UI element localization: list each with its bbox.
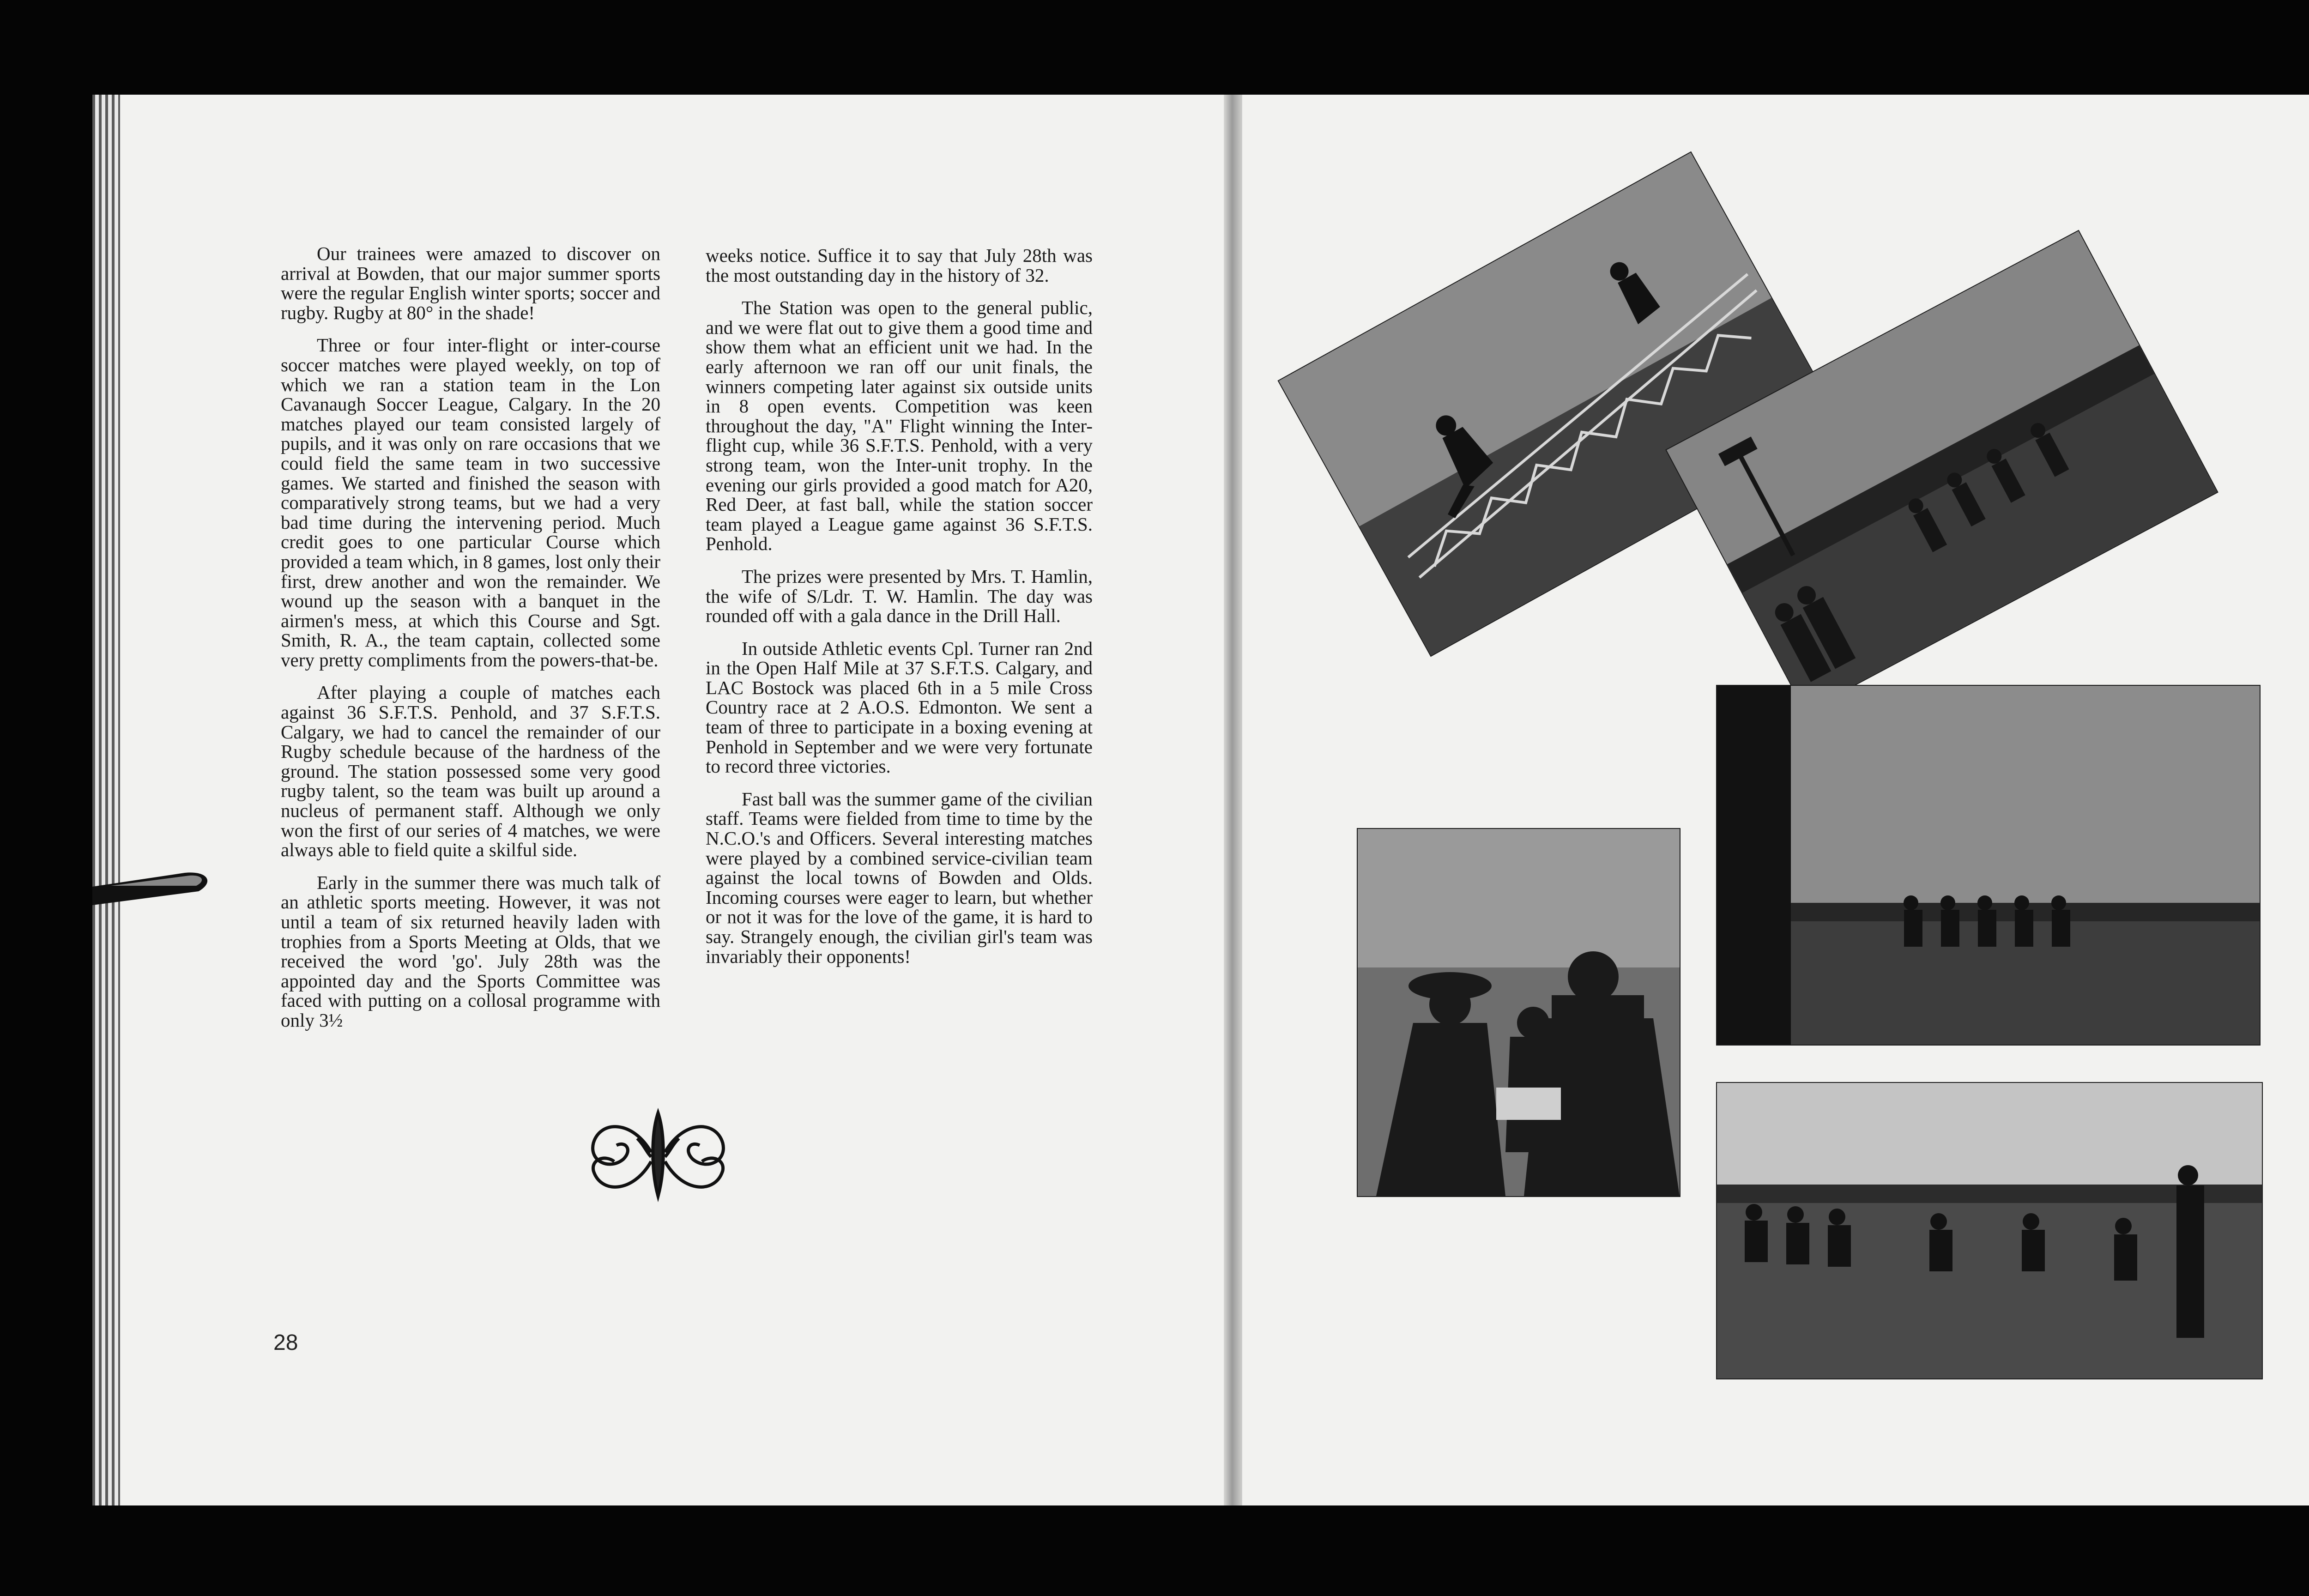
paragraph: After playing a couple of matches each against 36 S.F.T.S. Penhold, and 37 S.F.T.S. Calgary, we had to cancel the remainder of our Rugby schedule because of the hardness of the ground. The station possessed some very good rugby talent, so the team was built up around a nucleus of permanent staff. Although we only won the first of our series of 4 matches, we were always able to field quite a skilful side.: [281, 682, 660, 861]
paragraph: In outside Athletic events Cpl. Turner ran 2nd in the Open Half Mile at 37 S.F.T.S. Calgary, and LAC Bostock was placed 6th in a 5 mile Cross Country race at 2 A.O.S. Edmonton. We sent a team of three to participate in a boxing evening at Penhold in September and we were very fortunate to record three victories.: [706, 637, 1093, 777]
paragraph: Our trainees were amazed to discover on arrival at Bowden, that our major summer sports were the regular English winter sports; soccer and rugby. Rugby at 80° in the shade!: [281, 243, 660, 323]
paragraph: The Station was open to the general public, and we were flat out to give them a good time and show them what an efficient unit we had. In the early afternoon we ran off our unit finals, the winners competing later against six outside units in 8 open events. Competition was keen throughout the day, "A" Flight winning the Inter-flight cup, while 36 S.F.T.S. Penhold, with a very strong team, won the Inter-unit trophy. In the evening our girls provided a good match for A20, Red Deer, at fast ball, while the station soccer team played a League game against 36 S.F.T.S. Penhold.: [706, 297, 1093, 555]
page-edge-lines: [92, 95, 120, 1505]
text-column-2: [706, 246, 1093, 979]
text-column-1: [281, 244, 660, 1043]
page-clip-left: [92, 868, 212, 905]
page-number: 28: [273, 1330, 298, 1355]
tug-of-war-photo-2: [1717, 1083, 2262, 1378]
paragraph: weeks notice. Suffice it to say that July 28th was the most outstanding day in the history of 32.: [706, 245, 1093, 286]
paragraph: Early in the summer there was much talk of an athletic sports meeting. However, it was not until a team of six returned heavily laden with trophies from a Sports Meeting at Olds, that we received the word 'go'. July 28th was the appointed day and the Sports Committee was faced with putting on a collosal programme with only 3½: [281, 871, 660, 1031]
decorative-ornament: [582, 1101, 734, 1205]
paragraph: The prizes were presented by Mrs. T. Hamlin, the wife of S/Ldr. T. W. Hamlin. The day was rounded off with a gala dance in the Drill Hall.: [706, 565, 1093, 627]
paragraph: Fast ball was the summer game of the civilian staff. Teams were fielded from time to time by the N.C.O.'s and Officers. Several interesting matches were played by a combined service-civilian team against the local towns of Bowden and Olds. Incoming courses were eager to learn, but whether or not it was for the love of the game, it is hard to say. Strangely enough, the civilian girl's team was invariably their opponents!: [706, 788, 1093, 967]
paragraph: Three or four inter-flight or inter-course soccer matches were played weekly, on top of which we ran a station team in the Lon Cavanaugh Soccer League, Calgary. In the 20 matches played our team consisted largely of pupils, and it was only on rare occasions that we could field the same team in two successive games. We started and finished the season with comparatively strong teams, but we had a very bad time during the intervening period. Much credit goes to one particular Course which provided a team which, in 8 games, lost only their first, drew another and won the remainder. We wound up the season with a banquet in the airmen's mess, at which this Course and Sgt. Smith, R. A., the team captain, collected some very pretty compliments from the powers-that-be.: [281, 334, 660, 671]
prize-presentation-photo: [1358, 829, 1680, 1196]
tug-of-war-photo-1: [1717, 686, 2260, 1045]
book-gutter: [1224, 95, 1242, 1505]
